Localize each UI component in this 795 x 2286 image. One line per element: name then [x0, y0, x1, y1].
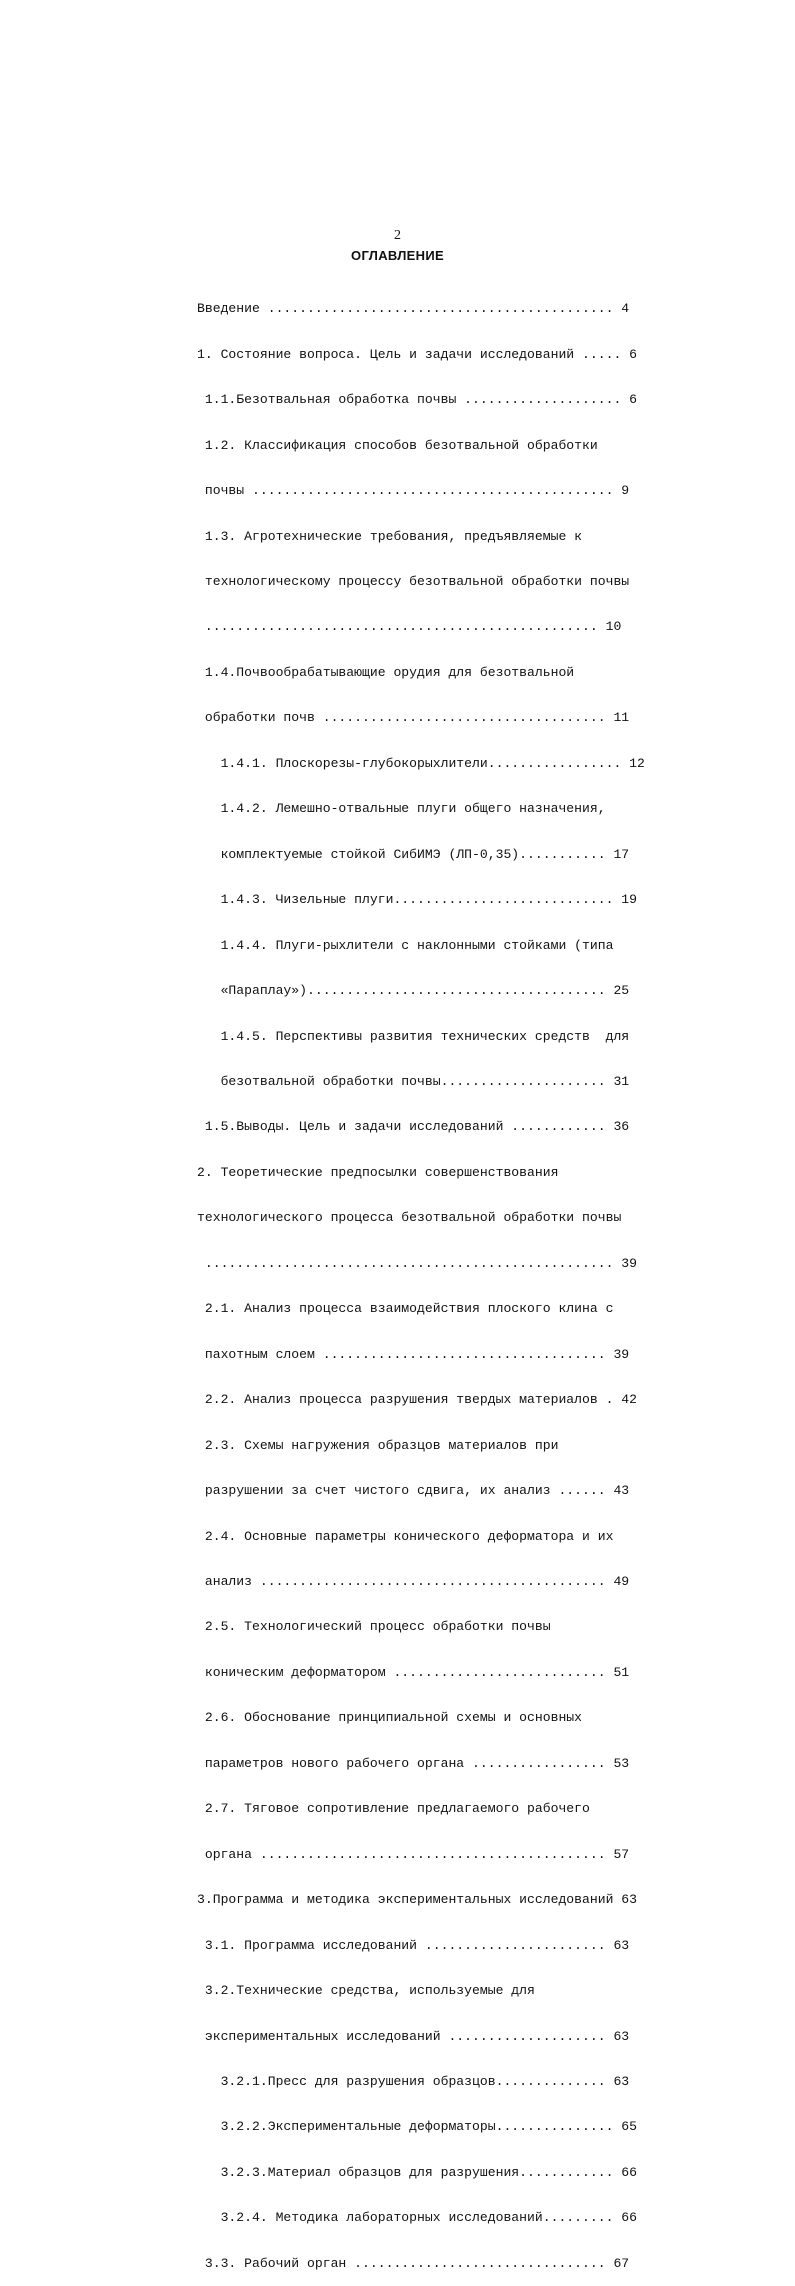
toc-line: 3.2.Технические средства, используемые для	[197, 1983, 535, 1999]
toc-line: 1.4.2. Лемешно-отвальные плуги общего назначения,	[197, 801, 606, 817]
toc-line: комплектуемые стойкой СибИМЭ (ЛП-0,35)........... 17	[197, 846, 630, 862]
toc-line: 2.2. Анализ процесса разрушения твердых материалов . 42	[197, 1392, 638, 1408]
toc-line: органа ............................................ 57	[197, 1846, 630, 1862]
toc-line: 1.5.Выводы. Цель и задачи исследований ............ 36	[197, 1119, 630, 1135]
toc-line: 1.4.5. Перспективы развития технических средств для	[197, 1028, 630, 1044]
toc-line: 1.2. Классификация способов безотвальной обработки	[197, 437, 598, 453]
toc-line: 1.4.4. Плуги-рыхлители с наклонными стойками (типа	[197, 937, 614, 953]
toc-line: 2.5. Технологический процесс обработки почвы	[197, 1619, 551, 1635]
toc-line: 3.2.1.Пресс для разрушения образцов.............. 63	[197, 2073, 630, 2089]
toc-line: 2.6. Обоснование принципиальной схемы и основных	[197, 1710, 583, 1726]
toc-line: разрушении за счет чистого сдвига, их анализ ...... 43	[197, 1483, 630, 1499]
table-of-contents	[197, 271, 645, 2286]
toc-line: обработки почв .................................... 11	[197, 710, 630, 726]
toc-line: .................................................. 10	[197, 619, 622, 635]
toc-line: 3.1. Программа исследований ....................... 63	[197, 1937, 630, 1953]
toc-line: почвы .............................................. 9	[197, 483, 630, 499]
toc-line: 2.1. Анализ процесса взаимодействия плоского клина с	[197, 1301, 614, 1317]
toc-line: 3.2.2.Экспериментальные деформаторы............... 65	[197, 2119, 638, 2135]
toc-line: анализ ............................................ 49	[197, 1574, 630, 1589]
toc-line: 2.3. Схемы нагружения образцов материалов при	[197, 1437, 559, 1453]
toc-line: .................................................... 39	[197, 1255, 638, 1271]
toc-title: ОГЛАВЛЕНИЕ	[351, 248, 444, 263]
toc-line: 3.2.3.Материал образцов для разрушения............ 66	[197, 2164, 638, 2180]
page-number: 2	[394, 228, 401, 243]
toc-line: технологического процесса безотвальной обработки почвы	[197, 1210, 622, 1226]
toc-line: параметров нового рабочего органа ................. 53	[197, 1755, 630, 1771]
toc-line: 2.4. Основные параметры конического деформатора и их	[197, 1528, 614, 1544]
toc-line: экспериментальных исследований .................... 63	[197, 2028, 630, 2044]
toc-line: 3.Программа и методика экспериментальных исследований 63	[197, 1892, 638, 1908]
toc-line: 1.1.Безотвальная обработка почвы .................... 6	[197, 392, 638, 408]
toc-line: технологическому процессу безотвальной обработки почвы	[197, 574, 630, 590]
toc-line: 1.4.1. Плоскорезы-глубокорыхлители................. 12	[197, 755, 645, 771]
toc-line: 1.3. Агротехнические требования, предъявляемые к	[197, 528, 583, 544]
toc-line: 2. Теоретические предпосылки совершенствования	[197, 1164, 559, 1180]
toc-line: пахотным слоем .................................... 39	[197, 1346, 630, 1362]
toc-line: 2.7. Тяговое сопротивление предлагаемого рабочего	[197, 1801, 590, 1817]
toc-line: 1.4.Почвообрабатывающие орудия для безотвальной	[197, 664, 575, 680]
toc-line: 3.3. Рабочий орган ................................ 67	[197, 2255, 630, 2271]
toc-line: Введение ............................................ 4	[197, 301, 630, 317]
toc-line: 1.4.3. Чизельные плуги............................ 19	[197, 892, 638, 908]
toc-line: безотвальной обработки почвы..................... 31	[197, 1074, 630, 1090]
toc-line: 3.2.4. Методика лабораторных исследований......... 66	[197, 2210, 638, 2226]
toc-line: «Параплау»)...................................... 25	[197, 983, 630, 999]
toc-line: 1. Состояние вопроса. Цель и задачи исследований ..... 6	[197, 346, 638, 362]
toc-line: коническим деформатором ........................... 51	[197, 1664, 630, 1680]
